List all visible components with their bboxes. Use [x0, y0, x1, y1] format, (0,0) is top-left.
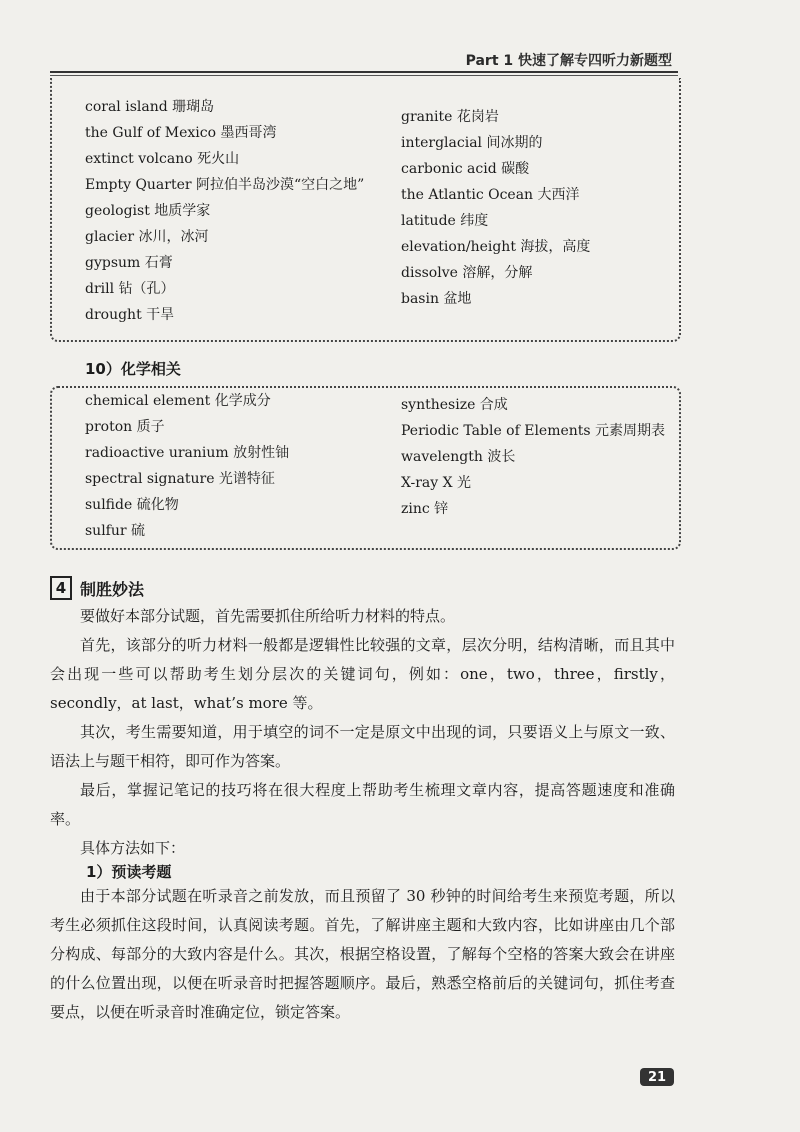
vocab-item: Periodic Table of Elements 元素周期表: [401, 423, 666, 439]
vocab-item: dissolve 溶解，分解: [401, 265, 533, 281]
vocab-item: glacier 冰川，冰河: [85, 229, 209, 245]
vocab-item: the Gulf of Mexico 墨西哥湾: [85, 125, 277, 141]
body-text: [50, 602, 675, 863]
section-heading: [50, 576, 144, 600]
vocab-box-geology: [50, 78, 681, 342]
step-body: [50, 882, 675, 1027]
vocab-item: proton 质子: [85, 419, 165, 435]
paragraph: 具体方法如下：: [80, 839, 186, 857]
section-number: 4: [50, 576, 72, 600]
chemistry-heading: 10）化学相关: [85, 360, 181, 378]
vocab-item: chemical element 化学成分: [85, 393, 271, 409]
vocab-item: Empty Quarter 阿拉伯半岛沙漠“空白之地”: [85, 177, 365, 193]
vocab-item: geologist 地质学家: [85, 203, 211, 219]
vocab-box-chemistry: [50, 386, 681, 550]
vocab-item: extinct volcano 死火山: [85, 151, 240, 167]
header-rule-thin: [50, 75, 678, 76]
page-number: 21: [640, 1068, 674, 1086]
vocab-item: drought 干旱: [85, 307, 175, 323]
header-rule: [50, 71, 678, 73]
vocab-item: coral island 珊瑚岛: [85, 99, 215, 115]
paragraph: 首先，该部分的听力材料一般都是逻辑性比较强的文章，层次分明，结构清晰，而且其中会出现一些可以帮助考生划分层次的关键词句，例如：one，two，three，firstly，secondly，at last，what’s more 等。: [50, 636, 675, 712]
paragraph: 要做好本部分试题，首先需要抓住所给听力材料的特点。: [80, 607, 456, 625]
vocab-item: elevation/height 海拔，高度: [401, 239, 591, 255]
vocab-item: X-ray X 光: [401, 475, 472, 491]
vocab-item: interglacial 间冰期的: [401, 135, 543, 151]
vocab-column-right: [401, 104, 590, 312]
vocab-item: sulfide 硫化物: [85, 497, 179, 513]
vocab-item: the Atlantic Ocean 大西洋: [401, 187, 580, 203]
paragraph: 由于本部分试题在听录音之前发放，而且预留了 30 秒钟的时间给考生来预览考题，所以考生必须抓住这段时间，认真阅读考题。首先，了解讲座主题和大致内容，比如讲座由几个部分构成、每部分的大致内容是什么。其次，根据空格设置，了解每个空格的答案大致会在讲座的什么位置出现，以便在听录音时把握答题顺序。最后，熟悉空格前后的关键词句，抓住考查要点，以便在听录音时准确定位，锁定答案。: [50, 887, 675, 1021]
vocab-column-left: [85, 94, 364, 328]
vocab-item: wavelength 波长: [401, 449, 516, 465]
vocab-item: sulfur 硫: [85, 523, 146, 539]
section-title: 制胜妙法: [80, 579, 145, 599]
vocab-column-left: [85, 388, 289, 544]
vocab-item: granite 花岗岩: [401, 109, 499, 125]
step-heading: 1）预读考题: [86, 863, 172, 881]
vocab-column-right: [401, 392, 665, 522]
vocab-item: gypsum 石膏: [85, 255, 173, 271]
vocab-item: drill 钻（孔）: [85, 281, 175, 297]
vocab-item: carbonic acid 碳酸: [401, 161, 530, 177]
vocab-item: radioactive uranium 放射性铀: [85, 445, 290, 461]
paragraph: 其次，考生需要知道，用于填空的词不一定是原文中出现的词，只要语义上与原文一致、语法上与题干相符，即可作为答案。: [50, 723, 675, 770]
vocab-item: synthesize 合成: [401, 397, 508, 413]
vocab-item: basin 盆地: [401, 291, 472, 307]
paragraph: 最后，掌握记笔记的技巧将在很大程度上帮助考生梳理文章内容，提高答题速度和准确率。: [50, 781, 675, 828]
vocab-item: spectral signature 光谱特征: [85, 471, 275, 487]
vocab-item: latitude 纬度: [401, 213, 489, 229]
vocab-item: zinc 锌: [401, 501, 449, 517]
running-header: Part 1 快速了解专四听力新题型: [465, 53, 672, 69]
